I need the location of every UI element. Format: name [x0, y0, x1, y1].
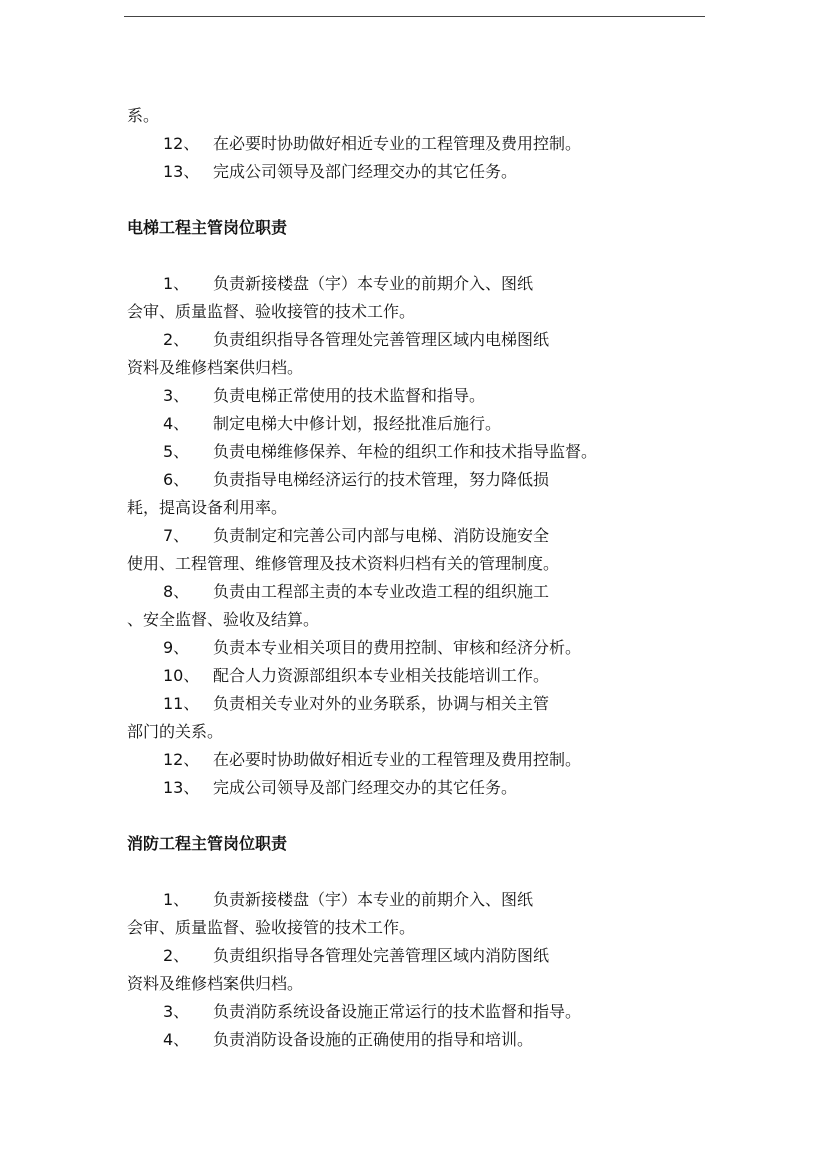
item-text: 完成公司领导及部门经理交办的其它任务。	[213, 778, 518, 797]
item-number: 13、	[163, 778, 200, 797]
item-number: 4、	[163, 414, 190, 433]
item-text-wrap: 使用、工程管理、维修管理及技术资料归档有关的管理制度。	[127, 554, 560, 573]
list-item	[127, 438, 689, 466]
item-number: 3、	[163, 386, 190, 405]
item-text-wrap: 会审、质量监督、验收接管的技术工作。	[127, 302, 416, 321]
item-text: 负责电梯正常使用的技术监督和指导。	[213, 386, 486, 405]
item-number: 11、	[163, 694, 200, 713]
list-item	[127, 326, 689, 354]
item-text: 在必要时协助做好相近专业的工程管理及费用控制。	[213, 134, 582, 153]
item-number: 10、	[163, 666, 200, 685]
item-text: 负责组织指导各管理处完善管理区域内电梯图纸	[213, 330, 550, 349]
list-item	[127, 998, 689, 1026]
item-text-wrap: 、安全监督、验收及结算。	[127, 610, 320, 629]
item-text: 制定电梯大中修计划，报经批准后施行。	[213, 414, 502, 433]
list-item	[127, 578, 689, 606]
header-rule	[124, 16, 705, 17]
item-text: 负责消防设备设施的正确使用的指导和培训。	[213, 1030, 534, 1049]
section-heading-elevator: 电梯工程主管岗位职责	[127, 218, 288, 237]
item-text-wrap: 部门的关系。	[127, 722, 224, 741]
item-number: 9、	[163, 638, 190, 657]
item-number: 4、	[163, 1030, 190, 1049]
list-item	[127, 886, 689, 914]
item-number: 7、	[163, 526, 190, 545]
list-item	[127, 522, 689, 550]
list-item	[127, 942, 689, 970]
list-item	[127, 270, 689, 298]
item-text: 负责本专业相关项目的费用控制、审核和经济分析。	[213, 638, 582, 657]
item-text: 配合人力资源部组织本专业相关技能培训工作。	[213, 666, 550, 685]
item-number: 8、	[163, 582, 190, 601]
document-body	[127, 102, 689, 1054]
item-number: 6、	[163, 470, 190, 489]
item-text: 负责消防系统设备设施正常运行的技术监督和指导。	[213, 1002, 582, 1021]
item-text-wrap: 资料及维修档案供归档。	[127, 974, 304, 993]
list-item	[127, 130, 689, 158]
list-item	[127, 410, 689, 438]
list-item	[127, 466, 689, 494]
list-item	[127, 774, 689, 802]
list-item	[127, 746, 689, 774]
list-item	[127, 662, 689, 690]
item-number: 2、	[163, 946, 190, 965]
item-text: 负责新接楼盘（宇）本专业的前期介入、图纸	[213, 274, 534, 293]
item-number: 13、	[163, 162, 200, 181]
list-item	[127, 690, 689, 718]
item-number: 1、	[163, 274, 190, 293]
item-text: 负责制定和完善公司内部与电梯、消防设施安全	[213, 526, 550, 545]
list-item	[127, 634, 689, 662]
item-number: 2、	[163, 330, 190, 349]
item-text: 负责由工程部主责的本专业改造工程的组织施工	[213, 582, 550, 601]
section-heading-fire: 消防工程主管岗位职责	[127, 834, 288, 853]
item-text: 在必要时协助做好相近专业的工程管理及费用控制。	[213, 750, 582, 769]
item-text-wrap: 资料及维修档案供归档。	[127, 358, 304, 377]
list-item	[127, 382, 689, 410]
item-text: 负责指导电梯经济运行的技术管理，努力降低损	[213, 470, 550, 489]
item-number: 12、	[163, 134, 200, 153]
item-text: 负责电梯维修保养、年检的组织工作和技术指导监督。	[213, 442, 598, 461]
item-text: 负责相关专业对外的业务联系，协调与相关主管	[213, 694, 550, 713]
continuation-tail: 系。	[127, 106, 160, 125]
item-text: 负责新接楼盘（宇）本专业的前期介入、图纸	[213, 890, 534, 909]
item-text: 负责组织指导各管理处完善管理区域内消防图纸	[213, 946, 550, 965]
list-item	[127, 1026, 689, 1054]
item-text-wrap: 耗，提高设备利用率。	[127, 498, 288, 517]
item-text: 完成公司领导及部门经理交办的其它任务。	[213, 162, 518, 181]
item-number: 12、	[163, 750, 200, 769]
item-number: 1、	[163, 890, 190, 909]
item-number: 3、	[163, 1002, 190, 1021]
item-text-wrap: 会审、质量监督、验收接管的技术工作。	[127, 918, 416, 937]
item-number: 5、	[163, 442, 190, 461]
list-item	[127, 158, 689, 186]
